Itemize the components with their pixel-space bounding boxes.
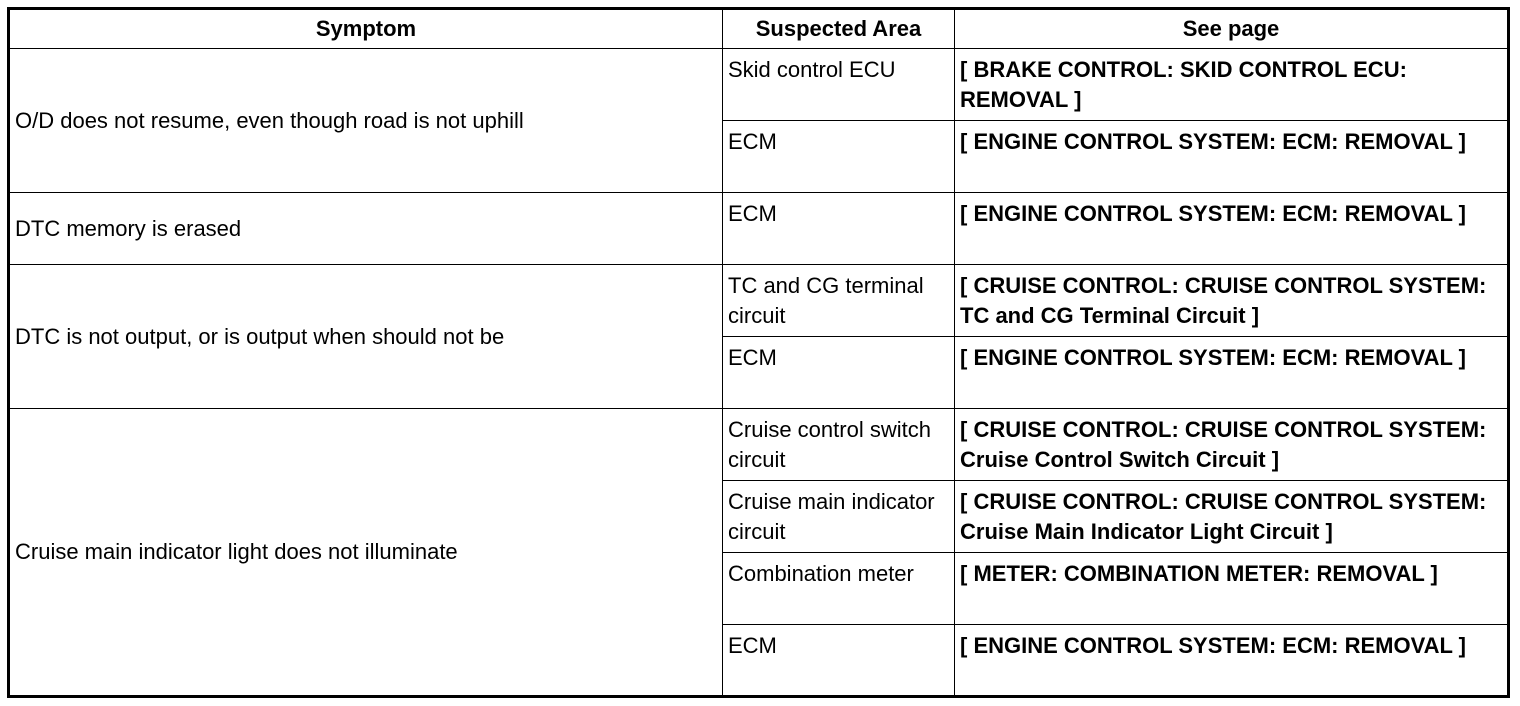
- suspected-area-cell: TC and CG terminal circuit: [723, 265, 955, 337]
- suspected-area-cell: ECM: [723, 193, 955, 265]
- table-row: [9, 49, 1509, 121]
- suspected-area-cell: Cruise main indicator circuit: [723, 481, 955, 553]
- suspected-area-cell: ECM: [723, 337, 955, 409]
- header-row: [9, 9, 1509, 49]
- see-page-link[interactable]: [ CRUISE CONTROL: CRUISE CONTROL SYSTEM: Cruise Main Indicator Light Circuit ]: [955, 481, 1509, 553]
- suspected-area-cell: Cruise control switch circuit: [723, 409, 955, 481]
- table-row: [9, 193, 1509, 265]
- see-page-link[interactable]: [ CRUISE CONTROL: CRUISE CONTROL SYSTEM: Cruise Control Switch Circuit ]: [955, 409, 1509, 481]
- see-page-link[interactable]: [ CRUISE CONTROL: CRUISE CONTROL SYSTEM: TC and CG Terminal Circuit ]: [955, 265, 1509, 337]
- symptom-cell: DTC memory is erased: [9, 193, 723, 265]
- see-page-link[interactable]: [ ENGINE CONTROL SYSTEM: ECM: REMOVAL ]: [955, 625, 1509, 697]
- see-page-link[interactable]: [ ENGINE CONTROL SYSTEM: ECM: REMOVAL ]: [955, 121, 1509, 193]
- header-see-page: See page: [955, 9, 1509, 49]
- symptom-cell: O/D does not resume, even though road is not uphill: [9, 49, 723, 193]
- troubleshooting-table: [7, 7, 1510, 698]
- suspected-area-cell: ECM: [723, 121, 955, 193]
- suspected-area-cell: ECM: [723, 625, 955, 697]
- suspected-area-cell: Skid control ECU: [723, 49, 955, 121]
- header-symptom: Symptom: [9, 9, 723, 49]
- header-suspected-area: Suspected Area: [723, 9, 955, 49]
- see-page-link[interactable]: [ METER: COMBINATION METER: REMOVAL ]: [955, 553, 1509, 625]
- table-row: [9, 265, 1509, 337]
- table-row: [9, 409, 1509, 481]
- see-page-link[interactable]: [ BRAKE CONTROL: SKID CONTROL ECU: REMOVAL ]: [955, 49, 1509, 121]
- symptom-cell: Cruise main indicator light does not illuminate: [9, 409, 723, 697]
- see-page-link[interactable]: [ ENGINE CONTROL SYSTEM: ECM: REMOVAL ]: [955, 337, 1509, 409]
- suspected-area-cell: Combination meter: [723, 553, 955, 625]
- see-page-link[interactable]: [ ENGINE CONTROL SYSTEM: ECM: REMOVAL ]: [955, 193, 1509, 265]
- symptom-cell: DTC is not output, or is output when should not be: [9, 265, 723, 409]
